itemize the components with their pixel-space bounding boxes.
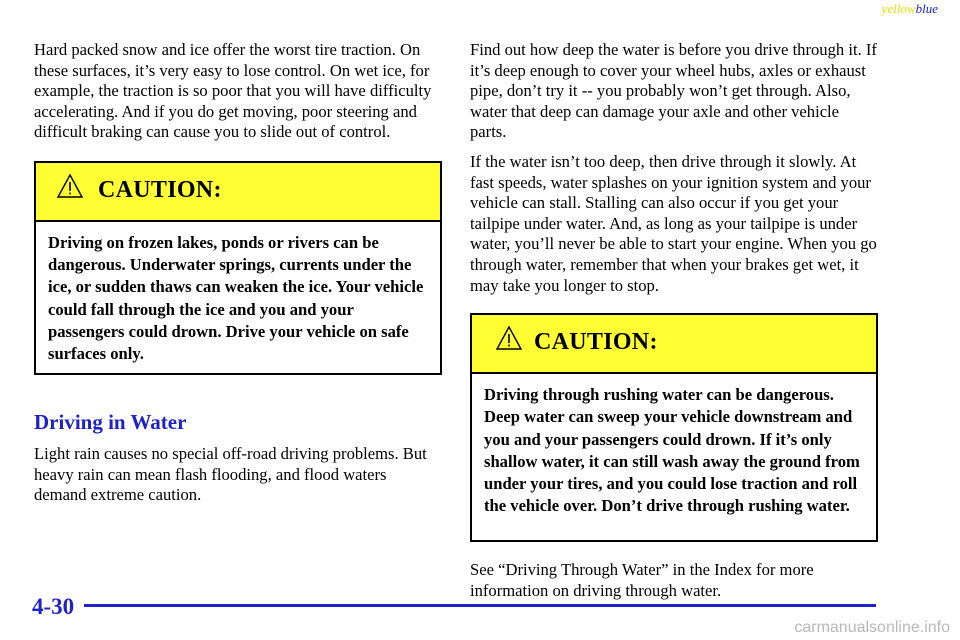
right-column <box>470 40 878 601</box>
water-intro-paragraph: Light rain causes no special off-road driving problems. But heavy rain can mean flash flooding, and flood waters demand extreme caution. <box>34 444 427 505</box>
left-column <box>34 40 442 375</box>
color-mark-blue: blue <box>915 1 938 16</box>
section-heading-driving-in-water: Driving in Water <box>34 410 187 434</box>
snow-ice-paragraph: Hard packed snow and ice offer the worst tire traction. On these surfaces, it’s very easy to lose control. On wet ice, for example, the traction is so poor that you will have difficulty accelerating. And if you do get moving, poor steering and difficult braking can cause you to slide out of control. <box>34 40 432 142</box>
caution-header <box>36 163 440 222</box>
caution-header <box>472 315 876 374</box>
caution-title: CAUTION: <box>98 176 222 203</box>
warning-triangle-icon <box>57 174 83 198</box>
see-also-paragraph: See “Driving Through Water” in the Index for more information on driving through water. <box>470 560 814 600</box>
water-depth-paragraph: Find out how deep the water is before you drive through it. If it’s deep enough to cover your wheel hubs, axles or exhaust pipe, don’t try it -- you probably won’t get through. Also, water that deep can damage your axle and other vehicle parts. <box>470 40 877 142</box>
footer-rule <box>84 604 876 607</box>
page-number: 4-30 <box>32 594 75 619</box>
caution-text: Driving through rushing water can be dangerous. Deep water can sweep your vehicle downstream and you and your passengers could drown. If it’s only shallow water, it can still wash away the ground from under your tires, and you could lose traction and roll the vehicle over. Don’t drive through rushing water. <box>484 385 860 516</box>
slow-driving-paragraph: If the water isn’t too deep, then drive through it slowly. At fast speeds, water splashes on your ignition system and your vehicle can stall. Stalling can also occur if you get your tailpipe under water. And, as long as your tailpipe is under water, you’ll never be able to start your engine. When you go through water, remember that when your brakes get wet, it may take you longer to stop. <box>470 151 877 295</box>
caution-box-frozen-lakes <box>34 161 442 375</box>
watermark-text: carmanualsonline.info <box>794 619 950 636</box>
color-mark-yellow: yellow <box>881 1 916 16</box>
left-column-lower <box>34 444 442 506</box>
caution-text: Driving on frozen lakes, ponds or rivers can be dangerous. Underwater springs, currents under the ice, or sudden thaws can weaken the ice. Your vehicle could fall through the ice and you and your passengers could drown. Drive your vehicle on safe surfaces only. <box>48 232 424 363</box>
color-registration-mark <box>882 1 938 17</box>
warning-triangle-icon <box>496 326 522 350</box>
caution-title: CAUTION: <box>534 329 658 356</box>
caution-box-rushing-water <box>470 313 878 542</box>
